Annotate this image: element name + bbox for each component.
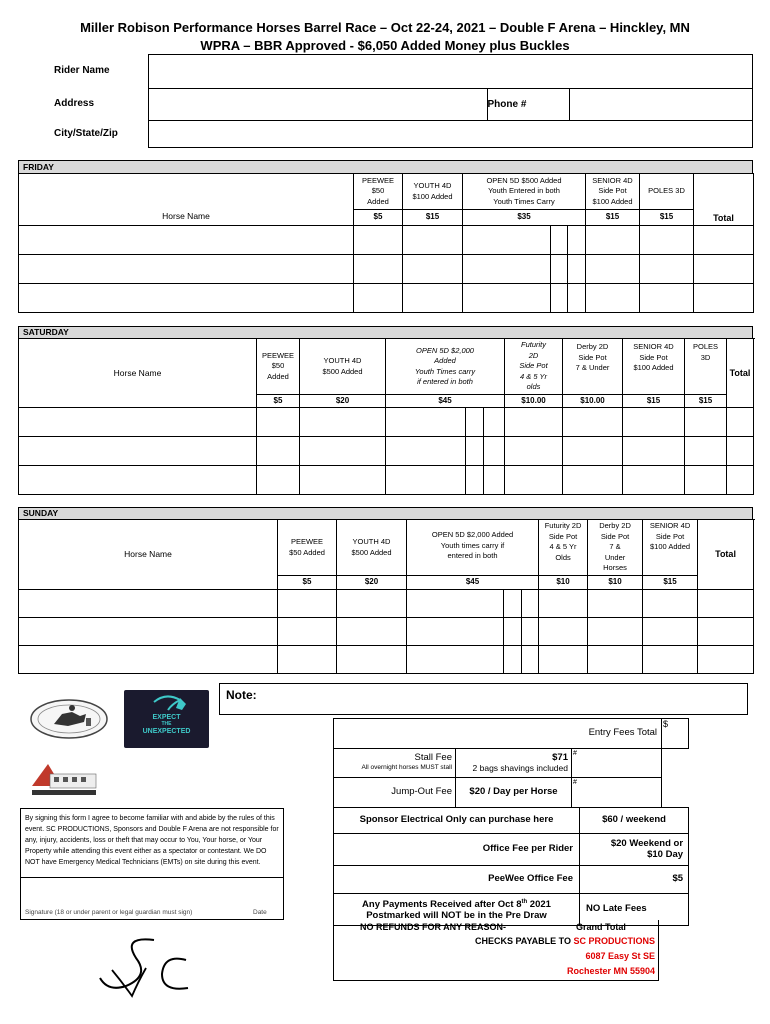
sunday-price-senior: $15 bbox=[643, 576, 698, 590]
stall-detail: 2 bags shavings included bbox=[472, 763, 568, 773]
stall-count-field[interactable]: # bbox=[572, 749, 662, 778]
note-label: Note: bbox=[226, 688, 257, 702]
friday-col-peewee: PEEWEE $50 Added bbox=[354, 174, 403, 210]
sunday-col-derby: Derby 2D Side Pot 7 & Under Horses bbox=[588, 520, 643, 576]
address-field[interactable] bbox=[149, 89, 488, 120]
sunday-label: SUNDAY bbox=[23, 508, 59, 518]
sunday-col-senior: SENIOR 4D Side Pot $100 Added bbox=[643, 520, 698, 576]
sunday-total-header: Total bbox=[698, 520, 754, 590]
phone-label: Phone # bbox=[487, 99, 527, 110]
friday-price-senior: $15 bbox=[586, 210, 640, 226]
late-payment-line1: Any Payments Received after Oct 8th 2021 bbox=[362, 899, 551, 911]
sunday-horse-name-field[interactable] bbox=[19, 618, 278, 646]
city-state-zip-field[interactable] bbox=[148, 121, 752, 148]
sunday-price-derby: $10 bbox=[588, 576, 643, 590]
sunday-horse-name-field[interactable] bbox=[19, 590, 278, 618]
city-state-zip-label: City/State/Zip bbox=[54, 127, 118, 139]
friday-col-youth: YOUTH 4D $100 Added bbox=[403, 174, 463, 210]
logo-text-line2: THE bbox=[161, 721, 172, 727]
stall-fee-note: All overnight horses MUST stall bbox=[361, 764, 452, 771]
saturday-price-futurity: $10.00 bbox=[505, 395, 563, 408]
office-fee-price-weekend: $20 Weekend or bbox=[610, 838, 684, 849]
sunday-horse-row bbox=[19, 618, 754, 646]
payee-name: SC PRODUCTIONS bbox=[573, 936, 655, 946]
saturday-label: SATURDAY bbox=[23, 327, 69, 337]
payment-info bbox=[333, 920, 688, 980]
sponsor-electrical-label: Sponsor Electrical Only can purchase here bbox=[334, 808, 580, 834]
friday-horse-name-field[interactable] bbox=[19, 284, 354, 313]
saturday-horse-row bbox=[19, 408, 754, 437]
saturday-price-youth: $20 bbox=[300, 395, 386, 408]
saturday-col-youth: YOUTH 4D $500 Added bbox=[300, 339, 386, 395]
sunday-horse-name-header: Horse Name bbox=[19, 520, 278, 590]
friday-horse-name-header: Horse Name bbox=[19, 174, 354, 226]
entry-fees-total-label: Entry Fees Total bbox=[334, 719, 662, 749]
saturday-horse-name-field[interactable] bbox=[19, 408, 257, 437]
friday-price-poles: $15 bbox=[640, 210, 694, 226]
sunday-price-open: $45 bbox=[407, 576, 539, 590]
sc-signature-logo bbox=[92, 934, 202, 1004]
saturday-price-poles: $15 bbox=[685, 395, 727, 408]
office-fee-label: Office Fee per Rider bbox=[334, 834, 580, 866]
saturday-price-senior: $15 bbox=[623, 395, 685, 408]
late-payment-line2: Postmarked will NOT be in the Pre Draw bbox=[366, 910, 547, 922]
waiver-text: By signing this form I agree to become familiar with and abide by the rules of this event. SC PRODUCTIONS, Sponsors and Double F Arena are not responsible for any, injury, accidents, loss or theft that may occur to You, Your horse, or Your Property while attending this event either as a spectator or contestant. We DO NOT have Emergency Medical Technicians (EMTs) on site during this event. bbox=[25, 815, 279, 866]
address-label: Address bbox=[54, 98, 95, 110]
logo-text-line1: EXPECT bbox=[152, 714, 181, 721]
friday-col-open: OPEN 5D $500 Added Youth Entered in both Youth Times Carry bbox=[463, 174, 586, 210]
friday-table bbox=[18, 173, 754, 313]
sunday-col-futurity: Futurity 2D Side Pot 4 & 5 Yr Olds bbox=[539, 520, 588, 576]
sunday-col-open: OPEN 5D $2,000 Added Youth times carry if entered in both bbox=[407, 520, 539, 576]
form-title: Miller Robison Performance Horses Barrel Race – Oct 22-24, 2021 – Double F Arena – Hinckley, MN bbox=[80, 20, 690, 35]
saturday-col-peewee: PEEWEE $50 Added bbox=[257, 339, 300, 395]
sunday-section-bar bbox=[18, 507, 753, 519]
sunday-table bbox=[18, 519, 754, 674]
office-fee-price-day: $10 Day bbox=[647, 848, 684, 860]
rider-name-field[interactable] bbox=[148, 55, 752, 89]
rider-name-label: Rider Name bbox=[54, 65, 110, 77]
sunday-col-peewee: PEEWEE $50 Added bbox=[278, 520, 337, 576]
friday-horse-name-field[interactable] bbox=[19, 226, 354, 255]
payee-address-city: Rochester MN 55904 bbox=[566, 966, 655, 976]
friday-col-poles: POLES 3D bbox=[640, 174, 694, 210]
fees-table bbox=[333, 718, 689, 926]
sunday-col-youth: YOUTH 4D $500 Added bbox=[337, 520, 407, 576]
saturday-price-derby: $10.00 bbox=[563, 395, 623, 408]
sunday-horse-name-field[interactable] bbox=[19, 646, 278, 674]
friday-horse-row bbox=[19, 255, 754, 284]
friday-price-open: $35 bbox=[463, 210, 586, 226]
friday-price-youth: $15 bbox=[403, 210, 463, 226]
jump-out-fee-label: Jump-Out Fee bbox=[334, 778, 456, 808]
note-box[interactable] bbox=[219, 683, 748, 715]
checks-payable-label: CHECKS PAYABLE TO bbox=[474, 936, 574, 946]
phone-field[interactable] bbox=[570, 89, 752, 120]
signature-label: Signature (18 or under parent or legal guardian must sign) bbox=[25, 909, 193, 916]
logo-text-line3: UNEXPECTED bbox=[142, 728, 191, 735]
saturday-col-senior: SENIOR 4D Side Pot $100 Added bbox=[623, 339, 685, 395]
stall-price: $71 bbox=[552, 751, 568, 763]
sunday-price-peewee: $5 bbox=[278, 576, 337, 590]
saturday-col-derby: Derby 2D Side Pot 7 & Under bbox=[563, 339, 623, 395]
entry-fees-total-field[interactable]: $ bbox=[662, 719, 689, 749]
saturday-horse-row bbox=[19, 466, 754, 495]
saturday-total-header: Total bbox=[727, 339, 754, 408]
expect-the-unexpected-logo bbox=[124, 690, 209, 748]
friday-horse-row bbox=[19, 284, 754, 313]
payee-address-street: 6087 Easy St SE bbox=[585, 951, 655, 961]
friday-total-header: Total bbox=[694, 174, 754, 226]
barrel-racer-logo bbox=[28, 696, 110, 742]
saturday-col-open: OPEN 5D $2,000 Added Youth Times carry if entered in both bbox=[386, 339, 505, 395]
jump-out-count-field[interactable]: # bbox=[572, 778, 662, 808]
no-refunds: NO REFUNDS FOR ANY REASON- bbox=[360, 922, 507, 932]
jump-out-price: $20 / Day per Horse bbox=[456, 778, 572, 808]
sunday-price-youth: $20 bbox=[337, 576, 407, 590]
saturday-price-peewee: $5 bbox=[257, 395, 300, 408]
friday-horse-row bbox=[19, 226, 754, 255]
saturday-horse-name-field[interactable] bbox=[19, 437, 257, 466]
peewee-office-fee-label: PeeWee Office Fee bbox=[334, 866, 580, 894]
saturday-col-futurity: Futurity 2D Side Pot 4 & 5 Yr olds bbox=[505, 339, 563, 395]
no-late-fees: NO Late Fees bbox=[580, 894, 689, 926]
form-subtitle: WPRA – BBR Approved - $6,050 Added Money plus Buckles bbox=[200, 38, 570, 53]
stall-fee-label: Stall Fee bbox=[414, 751, 452, 763]
saturday-horse-name-field[interactable] bbox=[19, 466, 257, 495]
peewee-office-fee-price: $5 bbox=[580, 866, 689, 894]
saturday-col-poles: POLES 3D bbox=[685, 339, 727, 395]
sunday-horse-row bbox=[19, 646, 754, 674]
waiver-box bbox=[20, 808, 284, 920]
friday-col-senior: SENIOR 4D Side Pot $100 Added bbox=[586, 174, 640, 210]
saturday-section-bar bbox=[18, 326, 753, 338]
saturday-horse-row bbox=[19, 437, 754, 466]
saturday-table bbox=[18, 338, 754, 495]
friday-label: FRIDAY bbox=[23, 162, 54, 172]
sponsor-electrical-price: $60 / weekend bbox=[580, 808, 689, 834]
saturday-horse-name-header: Horse Name bbox=[19, 339, 257, 408]
arena-logo bbox=[28, 760, 100, 798]
saturday-price-open: $45 bbox=[386, 395, 505, 408]
sunday-horse-row bbox=[19, 590, 754, 618]
grand-total-label: Grand Total bbox=[576, 922, 626, 932]
friday-section-bar bbox=[18, 160, 753, 173]
date-label: Date bbox=[253, 909, 267, 916]
sunday-price-futurity: $10 bbox=[539, 576, 588, 590]
friday-horse-name-field[interactable] bbox=[19, 255, 354, 284]
friday-price-peewee: $5 bbox=[354, 210, 403, 226]
rider-info-table bbox=[20, 54, 753, 148]
